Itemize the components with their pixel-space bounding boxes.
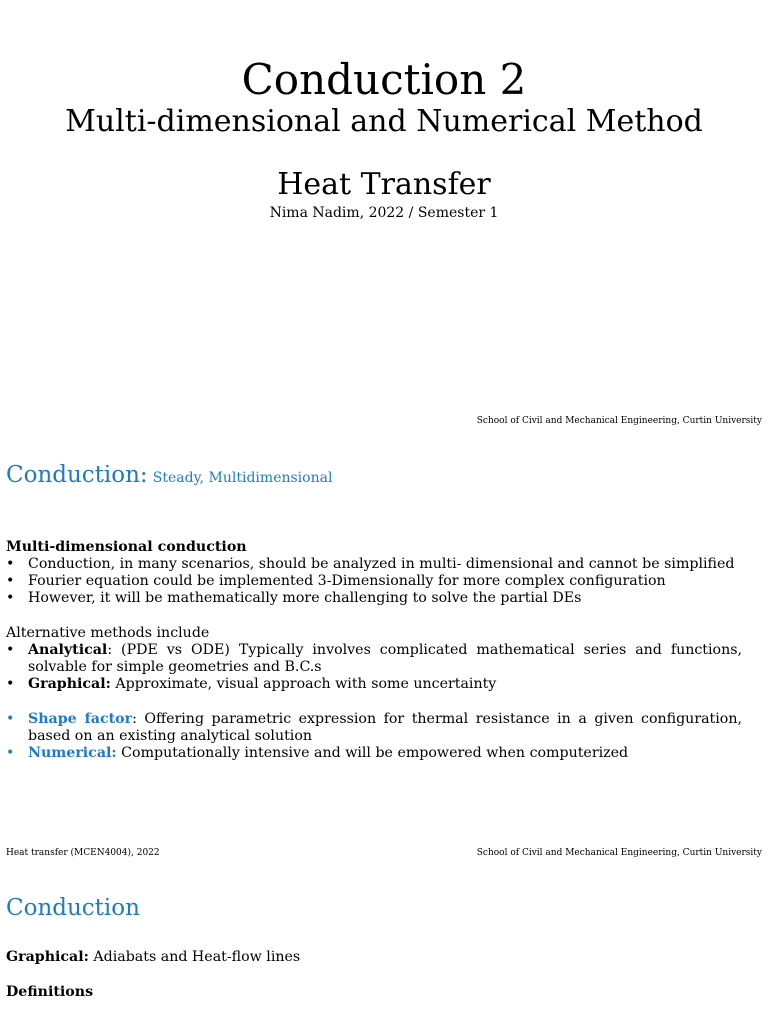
bullet-icon: • xyxy=(6,573,15,589)
footer-institution: School of Civil and Mechanical Engineering, Curtin University xyxy=(476,416,762,426)
content-slide-graphical xyxy=(0,864,768,1024)
slide-heading: Conduction xyxy=(6,895,140,921)
slide-heading xyxy=(6,462,332,488)
bullet-icon: • xyxy=(6,642,15,658)
bullet-icon: • xyxy=(6,676,15,692)
list-item: • Shape factor: Offering parametric expression for thermal resistance in a given configuration, based on an existing analytical solution xyxy=(6,711,742,744)
footer-institution: School of Civil and Mechanical Engineering, Curtin University xyxy=(476,848,762,858)
list-item: • Graphical: Approximate, visual approach with some uncertainty xyxy=(6,676,497,692)
section-title: Multi-dimensional conduction xyxy=(6,539,247,555)
list-item: • However, it will be mathematically more challenging to solve the partial DEs xyxy=(6,590,582,606)
graphical-line: Graphical: Adiabats and Heat-flow lines xyxy=(6,949,301,965)
methods-list xyxy=(6,642,742,693)
slide-subtitle: Multi-dimensional and Numerical Method xyxy=(65,104,703,139)
definitions-title: Definitions xyxy=(6,984,94,1000)
heading-sub: Steady, Multidimensional xyxy=(152,470,333,486)
bullet-icon: • xyxy=(6,556,15,572)
slide-title: Conduction 2 xyxy=(241,55,527,104)
bullet-icon: • xyxy=(6,590,15,606)
highlighted-methods-list xyxy=(6,711,742,762)
title-slide xyxy=(0,0,768,432)
heading-main: Conduction: xyxy=(6,462,148,488)
footer-course: Heat transfer (MCEN4004), 2022 xyxy=(6,848,160,858)
content-slide-multidimensional xyxy=(0,432,768,864)
alternative-methods-section xyxy=(6,625,742,693)
list-item: • Fourier equation could be implemented 3-Dimensionally for more complex configuration xyxy=(6,573,666,589)
course-title: Heat Transfer xyxy=(277,167,491,202)
author-line: Nima Nadim, 2022 / Semester 1 xyxy=(269,205,499,221)
bullet-icon: • xyxy=(6,711,15,727)
highlighted-methods-section xyxy=(6,711,742,762)
list-item: • Analytical: (PDE vs ODE) Typically involves complicated mathematical series and functions, solvable for simple geometries and B.C.s xyxy=(6,642,742,675)
alt-intro: Alternative methods include xyxy=(6,625,210,641)
multidimensional-section xyxy=(6,539,742,607)
bullet-list xyxy=(6,556,742,607)
list-item: • Numerical: Computationally intensive and will be empowered when computerized xyxy=(6,745,629,761)
list-item: • Conduction, in many scenarios, should be analyzed in multi- dimensional and cannot be simplified xyxy=(6,556,735,572)
bullet-icon: • xyxy=(6,745,15,761)
